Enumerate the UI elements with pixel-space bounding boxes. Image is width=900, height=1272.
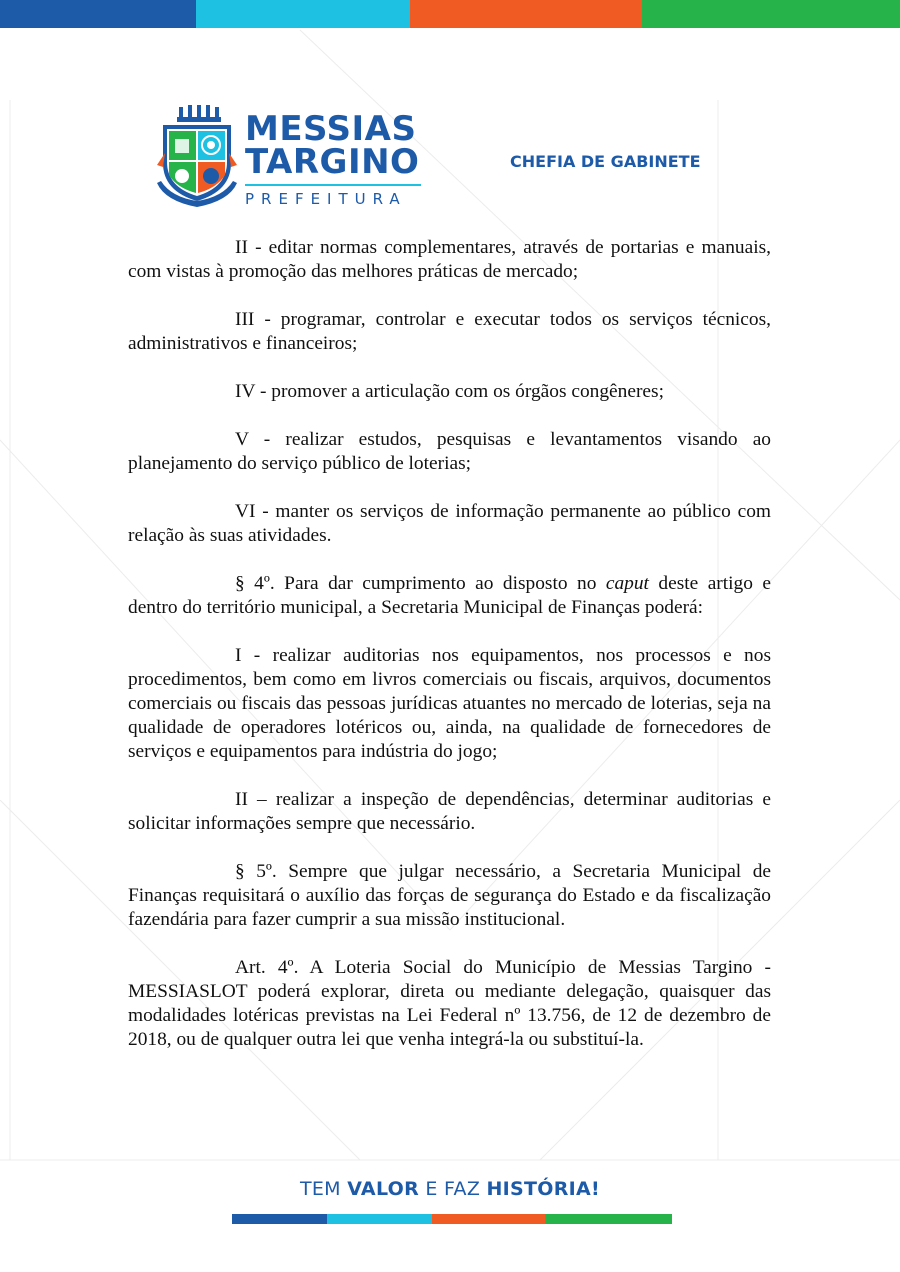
brand-name-line1: MESSIAS [245, 109, 417, 149]
slogan-part-3: E FAZ [419, 1178, 487, 1200]
brand-divider [245, 184, 421, 186]
section-4-text-start: § 4º. Para dar cumprimento ao disposto no [235, 573, 606, 594]
top-bar-green [642, 0, 900, 28]
bottom-color-bar [232, 1214, 672, 1224]
bottom-bar-green [545, 1214, 672, 1224]
top-color-bar [0, 0, 900, 28]
paragraph-section-4 [128, 572, 771, 620]
bottom-bar-blue [232, 1214, 327, 1224]
letterhead [155, 105, 755, 215]
brand-wordmark [245, 109, 421, 208]
bottom-bar-orange [432, 1214, 545, 1224]
bottom-bar-cyan [327, 1214, 432, 1224]
brand-subtitle: PREFEITURA [245, 190, 407, 208]
paragraph-item-ii-b: II – realizar a inspeção de dependências, determinar auditorias e solicitar informações sempre que necessário. [128, 789, 771, 834]
department-title: CHEFIA DE GABINETE [510, 152, 701, 171]
paragraph-item-vi: VI - manter os serviços de informação permanente ao público com relação às suas atividades. [128, 501, 771, 546]
paragraph-item-iv: IV - promover a articulação com os órgãos congêneres; [235, 381, 664, 402]
slogan-part-4: HISTÓRIA! [486, 1178, 601, 1200]
top-bar-blue [0, 0, 196, 28]
document-body [128, 236, 771, 1076]
top-bar-cyan [196, 0, 410, 28]
caput-term: caput [605, 573, 649, 594]
paragraph-section-5: § 5º. Sempre que julgar necessário, a Secretaria Municipal de Finanças requisitará o auxílio das forças de segurança do Estado e da fiscalização fazendária para fazer cumprir a sua missão institucional. [128, 861, 771, 930]
paragraph-item-iii: III - programar, controlar e executar todos os serviços técnicos, administrativos e financeiros; [128, 309, 771, 354]
paragraph-article-4: Art. 4º. A Loteria Social do Município de Messias Targino - MESSIASLOT poderá explorar, direta ou mediante delegação, quaisquer das modalidades lotéricas previstas na Lei Federal nº 13.756, de 12 de dezembro de 2018, ou de qualquer outra lei que venha integrá-la ou substituí-la. [128, 957, 771, 1050]
slogan-part-1: TEM [299, 1178, 348, 1200]
paragraph-item-i: I - realizar auditorias nos equipamentos, nos processos e nos procedimentos, bem como em livros comerciais ou fiscais, arquivos, documentos comerciais ou fiscais das pessoas jurídicas atuantes no mercado de loterias, seja na qualidade de operadores lotéricos ou, ainda, na qualidade de fornecedores de serviços e equipamentos para indústria do jogo; [128, 645, 771, 762]
slogan-part-2: VALOR [347, 1178, 420, 1200]
paragraph-item-ii: II - editar normas complementares, através de portarias e manuais, com vistas à promoção das melhores práticas de mercado; [128, 237, 771, 282]
municipal-coat-of-arms [155, 105, 239, 211]
footer-slogan [0, 1178, 900, 1200]
top-bar-orange [410, 0, 642, 28]
section-4-text-end: deste artigo e dentro do território municipal, a Secretaria Municipal de Finanças poderá: [128, 573, 771, 618]
paragraph-item-v: V - realizar estudos, pesquisas e levantamentos visando ao planejamento do serviço público de loterias; [128, 429, 771, 474]
brand-name-line2: TARGINO [245, 142, 420, 182]
